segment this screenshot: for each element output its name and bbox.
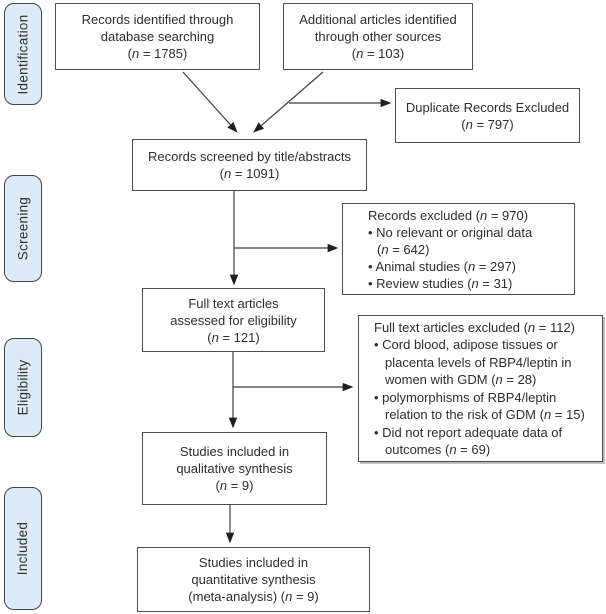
- text-line: Studies included in: [198, 555, 309, 570]
- text-line: • Did not report adequate data of: [374, 424, 563, 440]
- stage-included: [4, 487, 42, 610]
- box-quantitative-synthesis: [137, 547, 370, 612]
- text-line: Full text articles excluded (n = 112): [374, 319, 576, 335]
- text-line: • Animal studies (n = 297): [368, 258, 517, 274]
- stage-identification: [4, 3, 42, 105]
- text-line: • No relevant or original data: [368, 224, 533, 240]
- box-fulltext-assessed: [142, 288, 325, 352]
- text-line: outcomes (n = 69): [385, 442, 491, 457]
- text-line: (n = 9): [215, 478, 254, 493]
- box-records-excluded: [342, 203, 575, 295]
- text-line: • polymorphisms of RBP4/leptin: [374, 389, 557, 405]
- text-line: placenta levels of RBP4/leptin in: [385, 354, 572, 370]
- stage-identification-label: Identification: [15, 14, 31, 94]
- text-line: (n = 103): [351, 46, 405, 61]
- arrow-other-to-screened: [255, 72, 323, 131]
- text-line: women with GDM (n = 28): [385, 372, 537, 387]
- stage-screening: [4, 175, 42, 282]
- text-line: through other sources: [314, 29, 442, 44]
- text-line: quantitative synthesis: [191, 572, 316, 587]
- text-line: • Review studies (n = 31): [368, 275, 513, 291]
- text-line: (n = 797): [461, 116, 514, 132]
- box-records-screened: [132, 139, 367, 191]
- text-line: Studies included in: [179, 444, 290, 459]
- box-qualitative-synthesis: [142, 432, 327, 505]
- box-additional-articles: [283, 3, 473, 70]
- text-line: database searching: [100, 29, 215, 44]
- text-line: Records screened by title/abstracts: [147, 149, 352, 164]
- text-line: (meta-analysis) (n = 9): [188, 589, 319, 604]
- text-line: • Cord blood, adipose tissues or: [374, 337, 558, 352]
- text-line: (n = 642): [377, 241, 430, 257]
- text-line: assessed for eligibility: [170, 312, 297, 328]
- box-fulltext-excluded: [358, 315, 603, 462]
- text-line: (n = 1785): [127, 46, 188, 61]
- text-line: (n = 121): [207, 329, 260, 345]
- text-line: Duplicate Records Excluded: [405, 99, 570, 115]
- stage-screening-label: Screening: [15, 196, 31, 261]
- text-line: (n = 1091): [219, 166, 280, 181]
- arrow-db-to-screened: [183, 72, 236, 131]
- stage-eligibility-label: Eligibility: [15, 359, 31, 416]
- text-line: Additional articles identified: [299, 12, 457, 27]
- stage-included-label: Included: [15, 521, 31, 576]
- box-duplicates-excluded: [395, 88, 580, 143]
- text-line: relation to the risk of GDM (n = 15): [385, 407, 585, 422]
- text-line: qualitative synthesis: [176, 461, 293, 476]
- text-line: Full text articles: [188, 295, 279, 311]
- stage-eligibility: [4, 338, 42, 437]
- box-records-identified-db: [55, 3, 260, 70]
- text-line: Records excluded (n = 970): [368, 207, 529, 223]
- text-line: Records identified through: [81, 12, 234, 27]
